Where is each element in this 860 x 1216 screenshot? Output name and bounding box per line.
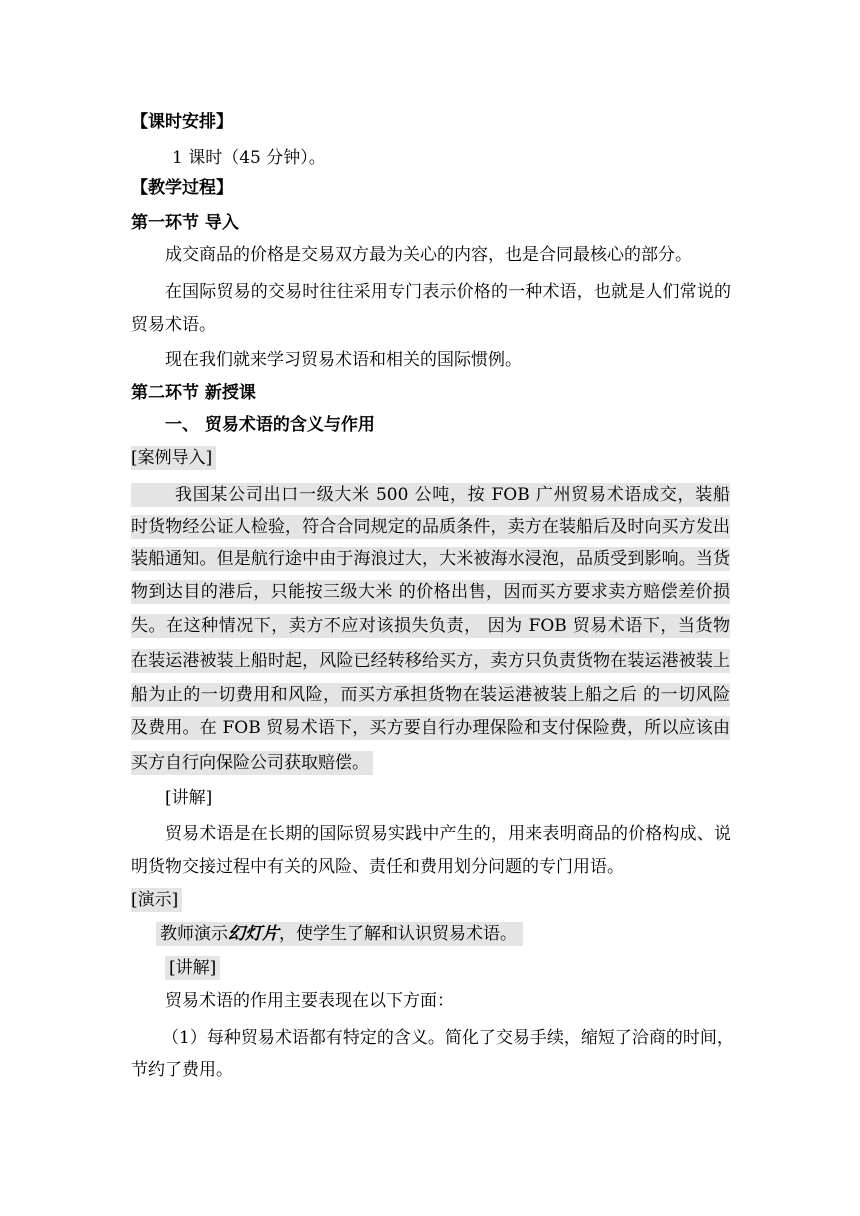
schedule-text: 1 课时（45 分钟）。 — [172, 148, 326, 168]
stage-2-heading: 第二环节 新授课 — [131, 383, 256, 403]
case-label: [案例导入] — [131, 446, 216, 470]
explain-2-text: 贸易术语的作用主要表现在以下方面： — [165, 991, 454, 1011]
explain-label-1: [讲解] — [165, 788, 213, 808]
explain-label-2: [讲解] — [165, 956, 220, 980]
paragraph-2-line-1: 在国际贸易的交易时往往采用专门表示价格的一种术语，也就是人们常说的 — [165, 282, 731, 302]
case-line: 及费用。在 FOB 贸易术语下，买方要自行办理保险和支付保险费，所以应该由 — [131, 718, 730, 738]
heading-schedule: 【课时安排】 — [131, 112, 233, 132]
stage-1-heading: 第一环节 导入 — [131, 213, 239, 233]
case-line: 装船通知。但是航行途中由于海浪过大，大米被海水浸泡，品质受到影响。当货 — [131, 549, 730, 569]
slideshow-term: 幻灯片 — [228, 924, 279, 944]
paragraph-1: 成交商品的价格是交易双方最为关心的内容，也是合同最核心的部分。 — [165, 245, 692, 265]
paragraph-2-line-2: 贸易术语。 — [131, 315, 216, 335]
demo-text-post: ，使学生了解和认识贸易术语。 — [279, 924, 517, 944]
case-line: 时货物经公证人检验，符合合同规定的品质条件，卖方在装船后及时向买方发出 — [131, 517, 730, 537]
paragraph-3: 现在我们就来学习贸易术语和相关的国际惯例。 — [165, 350, 522, 370]
case-line: 失。在这种情况下，卖方不应对该损失负责， 因为 FOB 贸易术语下，当货物 — [131, 616, 730, 636]
demo-line — [156, 922, 523, 946]
explain-1-line-1: 贸易术语是在长期的国际贸易实践中产生的，用来表明商品的价格构成、说 — [165, 824, 731, 844]
demo-text-pre: 教师演示 — [160, 924, 228, 944]
explain-1-line-2: 明货物交接过程中有关的风险、责任和费用划分问题的专门用语。 — [131, 857, 624, 877]
list-item-1-line-1: （1）每种贸易术语都有特定的含义。简化了交易手续，缩短了洽商的时间， — [162, 1028, 734, 1048]
heading-process: 【教学过程】 — [131, 178, 233, 198]
list-item-1-line-2: 节约了费用。 — [131, 1060, 233, 1080]
demo-label: [演示] — [131, 888, 182, 912]
case-line: 在装运港被装上船时起，风险已经转移给买方，卖方只负责货物在装运港被装上 — [131, 651, 730, 671]
case-line: 物到达目的港后，只能按三级大米 的价格出售，因而买方要求卖方赔偿差价损 — [131, 582, 730, 602]
section-1-heading: 一、 贸易术语的含义与作用 — [165, 415, 375, 435]
case-line: 船为止的一切费用和风险，而买方承担货物在装运港被装上船之后 的一切风险 — [131, 685, 730, 705]
case-line: 买方自行向保险公司获取赔偿。 — [131, 751, 373, 775]
case-line: 我国某公司出口一级大米 500 公吨，按 FOB 广州贸易术语成交，装船 — [131, 483, 730, 507]
